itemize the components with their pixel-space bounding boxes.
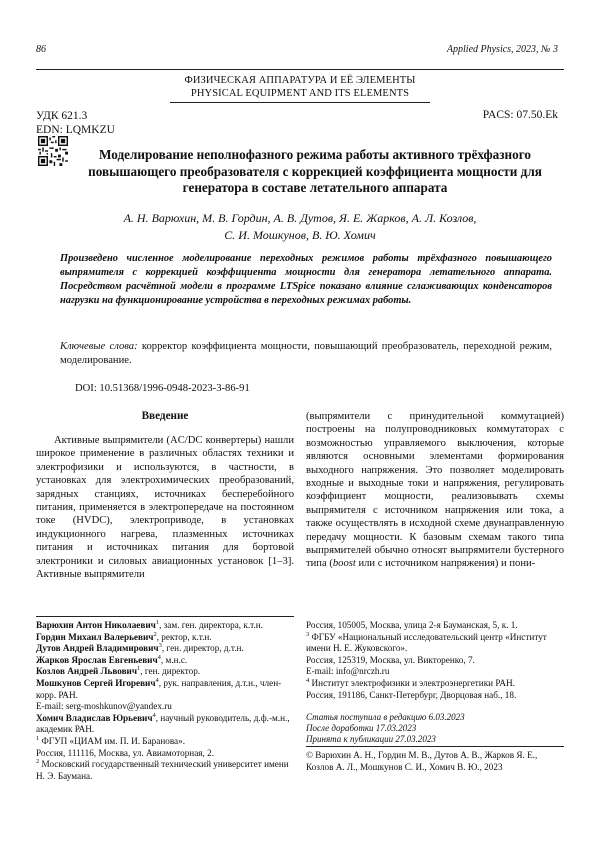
section-rule-top	[36, 69, 564, 70]
author-footnote-details: , зам. ген. директора, к.т.н.	[159, 620, 263, 630]
author-footnote-name: Дутов Андрей Владимирович	[36, 643, 159, 654]
intro-heading: Введение	[141, 410, 189, 422]
affiliations-left	[36, 736, 294, 782]
affiliation-line	[306, 678, 564, 690]
affiliation-text: ФГБУ «Национальный исследовательский центр «Институт имени Н. Е. Жуковского».	[306, 631, 547, 654]
affiliation-text: ФГУП «ЦИАМ им. П. И. Баранова».	[39, 735, 186, 746]
article-dates	[306, 712, 564, 746]
keywords	[60, 340, 552, 368]
author-footnote-details: , рук. направления, д.т.н., член-корр. РАН.	[36, 677, 282, 700]
affiliation-line	[306, 666, 564, 678]
affiliation-line	[306, 655, 564, 667]
affiliation-marker: 1	[36, 734, 40, 742]
author-footnote	[36, 701, 294, 713]
pacs-code: PACS: 07.50.Ek	[482, 109, 558, 121]
author-footnotes	[36, 620, 294, 736]
footnotes-left	[36, 620, 294, 782]
author-footnote-details: , ген. директор, д.т.н.	[161, 643, 244, 654]
author-footnote-details: , ректор, к.т.н.	[156, 631, 212, 642]
affiliation-text: Россия, 125319, Москва, ул. Викторенко, 7.	[306, 654, 475, 665]
affiliation-line	[306, 690, 564, 702]
date-accepted: Принята к публикации 27.03.2023	[306, 734, 436, 745]
section-rule-bottom	[170, 102, 430, 103]
affiliation-marker: 4	[306, 676, 310, 684]
affiliations-right	[306, 620, 564, 701]
affiliation-marker: 4	[152, 711, 156, 719]
affiliation-marker: 4	[155, 676, 159, 684]
intro-left-column: Активные выпрямители (AC/DC конвертеры) нашли широкое применение в различных областях техники и электрофизики и используются, в частности, в установках для электрохимических преобразований, зарядных станциях, источниках бесперебойного питания, применяется в электропередаче на постоянном токе (HVDC), электроприводе, в установках индукционного нагрева, плазменных источниках питания и источниках питания для бортовой электроники и силовых авиационных установок [1–3]. Активные выпрямители	[36, 435, 294, 581]
affiliation-text: Россия, 105005, Москва, улица 2-я Бауманская, 5, к. 1.	[306, 620, 518, 630]
affiliation-text: Институт электрофизики и электроэнергетики РАН.	[309, 677, 515, 688]
author-footnote-name: Козлов Андрей Львович	[36, 666, 138, 677]
edn-code: EDN: LQMKZU	[36, 124, 115, 136]
intro-right-column	[306, 410, 564, 571]
author-footnote-details: , научный руководитель, д.ф.-м.н., академик РАН.	[36, 712, 290, 735]
affiliation-line	[306, 632, 564, 655]
author-footnote-details: , ген. директор.	[140, 666, 201, 677]
affiliation-marker: 2	[153, 630, 157, 638]
author-footnote-name: Жарков Ярослав Евгеньевич	[36, 654, 158, 665]
doi: DOI: 10.51368/1996-0948-2023-3-86-91	[75, 383, 250, 394]
section-title-ru: ФИЗИЧЕСКАЯ АППАРАТУРА И ЕЁ ЭЛЕМЕНТЫ	[184, 75, 416, 86]
affiliation-text: Московский государственный технический университет имени Н. Э. Баумана.	[36, 759, 289, 781]
page-number: 86	[36, 44, 46, 55]
intro-right-text-2: или с источником напряжения) и пони-	[355, 558, 536, 570]
author-list	[60, 210, 540, 244]
section-title-en: PHYSICAL EQUIPMENT AND ITS ELEMENTS	[190, 88, 410, 99]
author-footnote	[36, 620, 294, 632]
keywords-text: корректор коэффициента мощности, повышающий преобразователь, переходной режим, моделирование.	[60, 341, 552, 366]
date-revised: После доработки 17.03.2023	[306, 723, 417, 734]
affiliation-text: E-mail: info@nrczh.ru	[306, 666, 390, 677]
affiliation-marker: 4	[157, 653, 161, 661]
affiliation-line	[36, 736, 294, 748]
author-footnote	[36, 678, 294, 701]
qr-code-icon	[38, 136, 68, 166]
affiliation-line	[306, 620, 564, 632]
author-footnote-name: Варюхин Антон Николаевич	[36, 620, 156, 630]
journal-name: Applied Physics, 2023, № 3	[446, 44, 558, 55]
affiliation-marker: 3	[306, 630, 310, 638]
author-footnote-details: E-mail: serg-moshkunov@yandex.ru	[36, 701, 172, 712]
keywords-label: Ключевые слова:	[60, 341, 138, 352]
affiliation-marker: 1	[137, 665, 141, 673]
affiliation-line	[36, 759, 294, 782]
copyright-rule	[306, 746, 564, 747]
paper-title: Моделирование неполнофазного режима работы активного трёхфазного повышающего преобразователя с коррекцией коэффициента мощности для генератора в составе летательного аппарата	[88, 147, 542, 195]
affiliation-line	[36, 748, 294, 760]
udk-code: УДК 621.3	[36, 110, 88, 122]
affiliation-text: Россия, 191186, Санкт-Петербург, Дворцовая наб., 18.	[306, 689, 517, 700]
copyright: © Варюхин А. Н., Гордин М. В., Дутов А. В., Жарков Я. Е., Козлов А. Л., Мошкунов С. И., Хомич В. Ю., 2023	[306, 750, 538, 772]
affiliation-marker: 1	[155, 618, 160, 626]
footnotes-right	[306, 620, 564, 701]
author-footnote	[36, 632, 294, 644]
section-heading	[0, 74, 600, 100]
author-footnote-name: Гордин Михаил Валерьевич	[36, 631, 154, 642]
author-footnote	[36, 666, 294, 678]
abstract: Произведено численное моделирование переходных режимов работы трёхфазного повышающего выпрямителя с коррекцией коэффициента мощности для генератора летательного аппарата. Посредством расчётной модели в программе LTSpice показано влияние сглаживающих конденсаторов нагрузки на функционирование устройства в переходных режимах работы.	[60, 253, 552, 306]
udk-block	[36, 109, 115, 137]
author-footnote	[36, 655, 294, 667]
author-footnote-name: Мошкунов Сергей Игоревич	[36, 677, 156, 688]
author-footnote-name: Хомич Владислав Юрьевич	[36, 712, 153, 723]
date-received: Статья поступила в редакцию 6.03.2023	[306, 712, 465, 722]
intro-right-boost: boost	[332, 558, 356, 570]
affiliation-text: Россия, 111116, Москва, ул. Авиамоторная, 2.	[36, 747, 214, 758]
affiliation-marker: 3	[158, 642, 162, 650]
author-line-1: А. Н. Варюхин, М. В. Гордин, А. В. Дутов, Я. Е. Жарков, А. Л. Козлов,	[123, 211, 477, 225]
author-footnote	[36, 713, 294, 736]
author-footnote	[36, 643, 294, 655]
affiliation-marker: 2	[36, 758, 40, 766]
intro-right-text-1: (выпрямители с принудительной коммутацией) построены на полупроводниковых коммутаторах с возможностью управляемого выключения, которые являются основными элементами формирования выходного напряжения. Это позволяет моделировать входные и выходные токи и напряжения, регулировать коэффициент мощности, реализовывать схемы выпрямителя с источником напряжения или тока, а также осуществлять в исходной схеме двунаправленную передачу мощности. К базовым схемам такого типа выпрямителей обычно относят выпрямители бустерного типа (	[306, 411, 564, 570]
author-line-2: С. И. Мошкунов, В. Ю. Хомич	[224, 228, 376, 242]
footnote-rule	[36, 616, 294, 617]
author-footnote-details: , м.н.с.	[160, 654, 188, 665]
